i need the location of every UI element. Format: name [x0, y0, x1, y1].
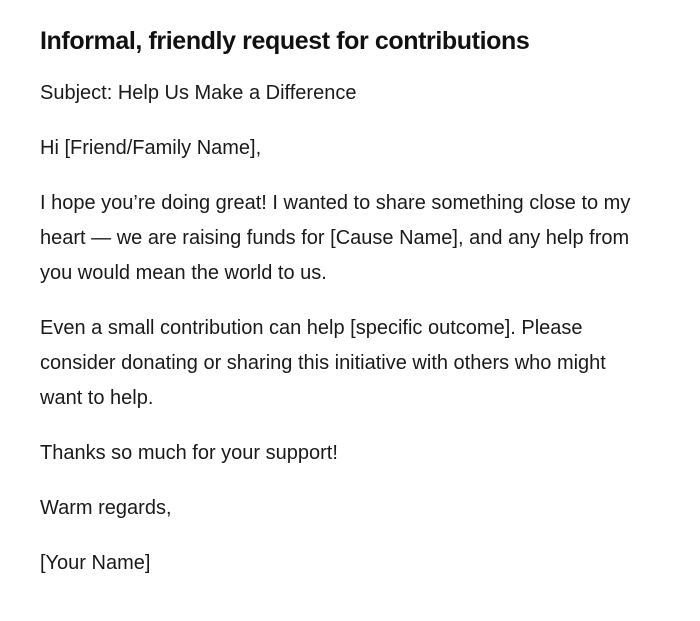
thanks-line: Thanks so much for your support! [40, 442, 338, 464]
body-paragraph-1: I hope you’re doing great! I wanted to share something close to my heart — we are raising funds for [Cause Name], and any help from you would mean the world to us. [40, 192, 631, 284]
signature-placeholder: [Your Name] [40, 552, 151, 574]
body-paragraph-2: Even a small contribution can help [specific outcome]. Please consider donating or sharing this initiative with others who might want to help. [40, 317, 606, 409]
greeting: Hi [Friend/Family Name], [40, 137, 262, 159]
document-title: Informal, friendly request for contributions [40, 27, 530, 55]
closing-line: Warm regards, [40, 497, 172, 519]
subject-line: Subject: Help Us Make a Difference [40, 82, 357, 104]
